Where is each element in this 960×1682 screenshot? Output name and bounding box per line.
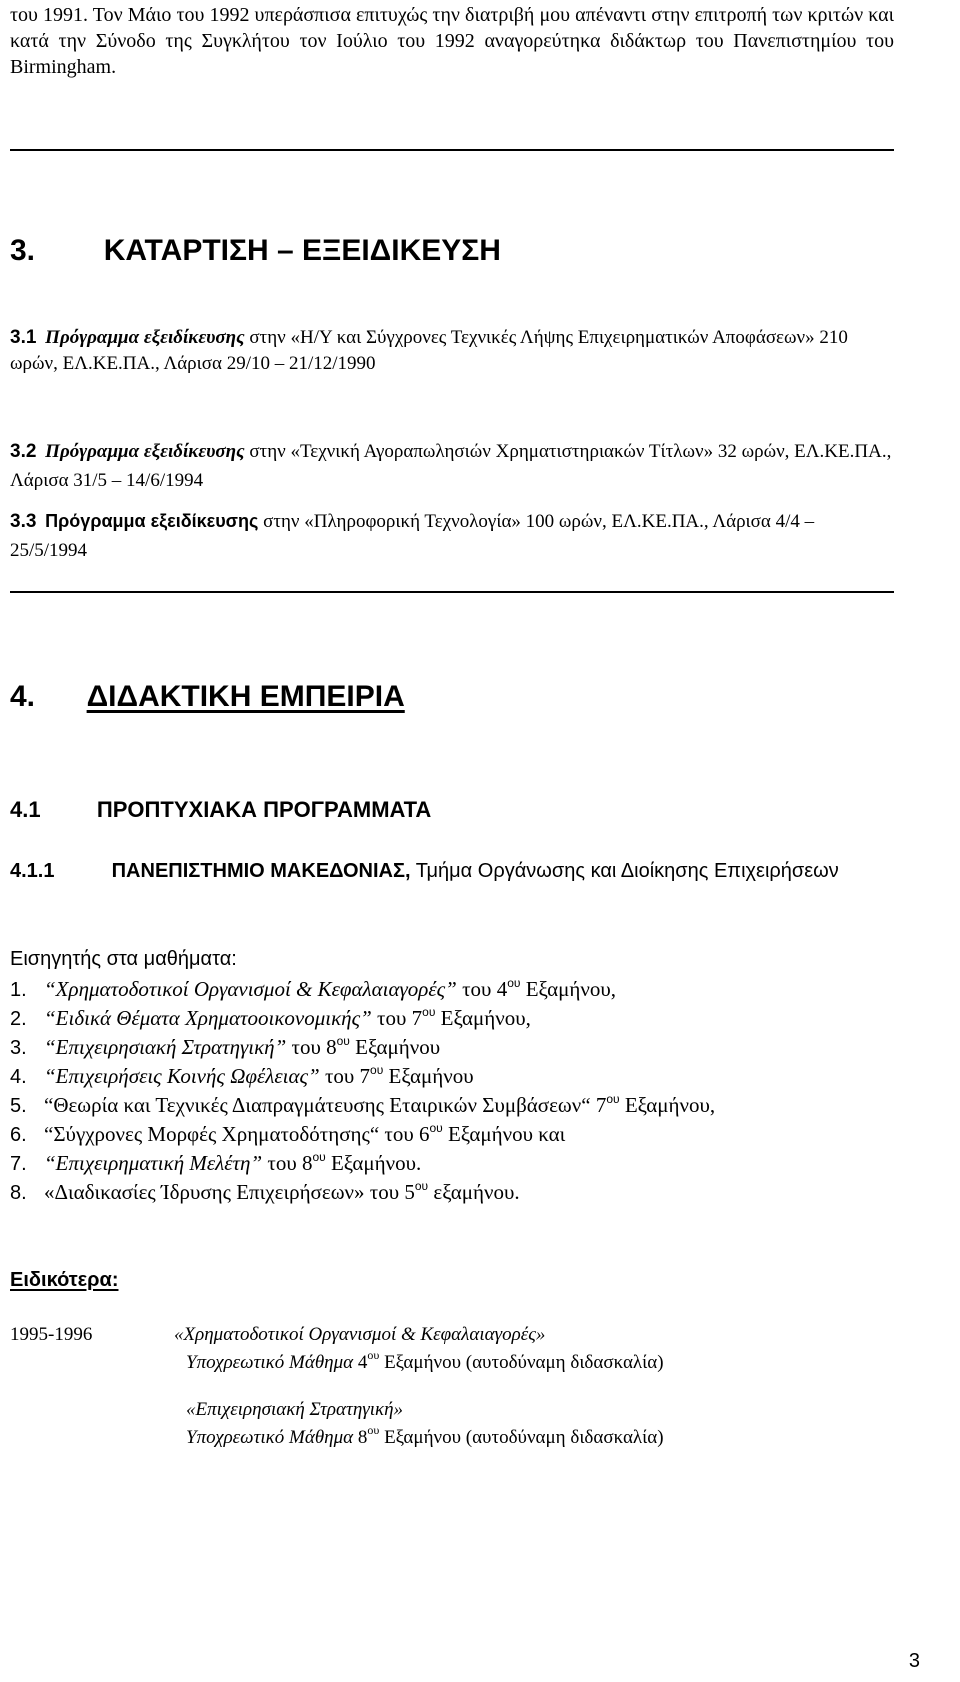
course-title: “Ειδικά Θέματα Χρηματοοικονομικής”: [44, 1006, 372, 1030]
university-name: ΠΑΝΕΠΙΣΤΗΜΙΟ ΜΑΚΕΔΟΝΙΑΣ,: [111, 860, 411, 882]
ordinal-suffix: ου: [429, 1121, 443, 1135]
course-semester: του 8: [262, 1151, 313, 1175]
course-item: [10, 1093, 715, 1118]
department-name: Τμήμα Οργάνωσης και Διοίκησης Επιχειρήσεων: [410, 860, 839, 882]
item-3-2: [10, 437, 894, 495]
course-semester-label: Εξαμήνου,: [619, 1093, 716, 1117]
course-semester-label: Εξαμήνου,: [520, 977, 616, 1001]
course-semester: του 8: [286, 1035, 337, 1059]
course-semester: του 7: [371, 1006, 423, 1030]
course-semester-label: Εξαμήνου: [383, 1064, 474, 1088]
course-semester: του 4: [456, 977, 508, 1001]
ordinal-suffix: ου: [312, 1150, 326, 1164]
course-entry-1-title: «Χρηματοδοτικοί Οργανισμοί & Κεφαλαιαγορές»: [174, 1324, 546, 1345]
course-item: [10, 1006, 531, 1031]
item-3-3: [10, 507, 894, 565]
course-entry-2-detail: [186, 1425, 664, 1451]
specifically-heading: Ειδικότερα:: [10, 1269, 119, 1291]
course-semester-label: Εξαμήνου: [349, 1035, 441, 1059]
course-type: Υποχρεωτικό Μάθημα: [186, 1352, 354, 1373]
course-semester-label: Εξαμήνου.: [325, 1151, 422, 1175]
course-title: “Επιχειρηματική Μελέτη”: [44, 1151, 263, 1175]
item-number: 3.1: [10, 327, 37, 348]
course-number: 4.: [10, 1066, 27, 1088]
ordinal-suffix: ου: [606, 1092, 620, 1106]
divider-line: [10, 149, 894, 151]
ordinal-suffix: ου: [414, 1179, 429, 1193]
course-number: 6.: [10, 1124, 27, 1146]
item-text: στην «Πληροφορική Τεχνολογία» 100 ωρών, ΕΛ.ΚΕ.ΠΑ., Λάρισα 4/4 – 25/5/1994: [10, 511, 815, 561]
course-number: 7.: [10, 1153, 27, 1175]
section-4-1-heading: [10, 797, 431, 823]
semester-number: 4: [353, 1352, 368, 1373]
course-entry-2-title: «Επιχειρησιακή Στρατηγική»: [186, 1399, 404, 1420]
course-semester-label: Εξαμήνου και: [442, 1122, 566, 1146]
item-text: στην «Τεχνική Αγοραπωλησιών Χρηματιστηριακών Τίτλων» 32 ωρών, ΕΛ.ΚΕ.ΠΑ., Λάρισα 31/5 – 14/6/1994: [10, 441, 892, 491]
academic-year: 1995-1996: [10, 1324, 93, 1345]
semester-number: 8: [353, 1427, 368, 1448]
course-entry-1-detail: [186, 1350, 664, 1376]
ordinal-suffix: ου: [422, 1005, 436, 1019]
item-number: 3.3: [10, 511, 37, 532]
intro-paragraph: του 1991. Τον Μάιο του 1992 υπεράσπισα επιτυχώς την διατριβή μου απέναντι στην επιτροπή των κριτών και κατά την Σύνοδο της Συγκλήτου τον Ιούλιο του 1992 αναγορεύτηκα διδάκτωρ του Πανεπιστημίου του Birmingham.: [10, 4, 894, 78]
course-item: [10, 1035, 440, 1060]
course-title: «Διαδικασίες Ίδρυσης Επιχειρήσεων»: [44, 1180, 365, 1204]
ordinal-suffix: ου: [367, 1423, 380, 1437]
semester-text: Εξαμήνου (αυτοδύναμη διδασκαλία): [379, 1427, 664, 1448]
section-4-heading: [10, 680, 405, 714]
lecturer-label: Εισηγητής στα μαθήματα:: [10, 948, 237, 970]
course-title: “Χρηματοδοτικοί Οργανισμοί & Κεφαλαιαγορές”: [44, 977, 457, 1001]
divider-line: [10, 591, 894, 593]
ordinal-suffix: ου: [370, 1063, 384, 1077]
section-3-title: ΚΑΤΑΡΤΙΣΗ – ΕΞΕΙΔΙΚΕΥΣΗ: [103, 234, 501, 267]
ordinal-suffix: ου: [507, 976, 521, 990]
ordinal-suffix: ου: [367, 1348, 380, 1362]
course-number: 2.: [10, 1008, 27, 1030]
course-semester: του 5: [364, 1180, 415, 1204]
course-semester-label: εξαμήνου.: [428, 1180, 520, 1204]
item-lead: Πρόγραμμα εξειδίκευσης: [45, 327, 245, 348]
course-type: Υποχρεωτικό Μάθημα: [186, 1427, 354, 1448]
section-4-1-title: ΠΡΟΠΤΥΧΙΑΚΑ ΠΡΟΓΡΑΜΜΑΤΑ: [96, 797, 432, 822]
course-title: “Θεωρία και Τεχνικές Διαπραγμάτευσης Εταιρικών Συμβάσεων“: [44, 1093, 591, 1117]
course-number: 5.: [10, 1095, 27, 1117]
course-semester: 7: [590, 1093, 607, 1117]
course-item: [10, 1180, 520, 1205]
section-4-1-1-number: 4.1.1: [10, 860, 55, 882]
course-number: 8.: [10, 1182, 27, 1204]
item-text: στην «Η/Υ και Σύγχρονες Τεχνικές Λήψης Επιχειρηματικών Αποφάσεων» 210 ωρών, ΕΛ.ΚΕ.ΠΑ., Λάρισα 29/10 – 21/12/1990: [10, 327, 848, 374]
course-item: [10, 1151, 421, 1176]
course-semester-label: Εξαμήνου,: [435, 1006, 531, 1030]
section-4-title: ΔΙΔΑΚΤΙΚΗ ΕΜΠΕΙΡΙΑ: [86, 680, 405, 713]
item-lead: Πρόγραμμα εξειδίκευσης: [45, 511, 259, 531]
course-number: 1.: [10, 979, 27, 1001]
item-lead: Πρόγραμμα εξειδίκευσης: [45, 441, 245, 462]
course-semester: του 6: [379, 1122, 430, 1146]
section-4-number: 4.: [10, 680, 36, 713]
page-number: 3: [908, 1650, 920, 1672]
course-semester: του 7: [319, 1064, 371, 1088]
section-3-number: 3.: [10, 234, 36, 267]
course-title: “Επιχειρησιακή Στρατηγική”: [44, 1035, 287, 1059]
section-4-1-number: 4.1: [10, 797, 41, 822]
ordinal-suffix: ου: [336, 1034, 350, 1048]
semester-text: Εξαμήνου (αυτοδύναμη διδασκαλία): [379, 1352, 664, 1373]
item-number: 3.2: [10, 441, 37, 462]
section-4-1-1: [10, 857, 894, 885]
item-3-1: [10, 325, 894, 377]
course-item: [10, 1122, 565, 1147]
course-title: “Επιχειρήσεις Κοινής Ωφέλειας”: [44, 1064, 320, 1088]
course-number: 3.: [10, 1037, 27, 1059]
course-item: [10, 1064, 474, 1089]
section-3-heading: [10, 234, 501, 268]
course-title: “Σύγχρονες Μορφές Χρηματοδότησης“: [44, 1122, 380, 1146]
course-item: [10, 977, 616, 1002]
